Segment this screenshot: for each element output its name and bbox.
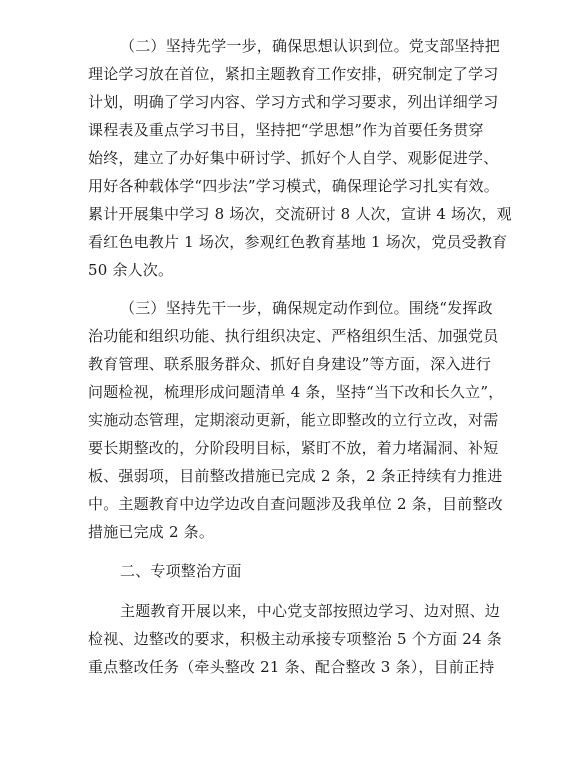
paragraph-1-line-8: 看红色电教片 1 场次，参观红色教育基地 1 场次，党员受教育 — [88, 233, 508, 251]
paragraph-1-line-9: 50 余人次。 — [88, 261, 174, 279]
paragraph-2-line-4: 问题检视，梳理形成问题清单 4 条，坚持“当下改和长久立”， — [88, 383, 504, 401]
paragraph-2-line-5: 实施动态管理，定期滚动更新，能立即整改的立行立改，对需 — [88, 411, 499, 429]
paragraph-3-line-3: 重点整改任务（牵头整改 21 条、配合整改 3 条），目前正持 — [88, 658, 495, 676]
paragraph-1-line-3: 计划，明确了学习内容、学习方式和学习要求，列出详细学习 — [88, 93, 499, 111]
paragraph-2-line-8: 中。主题教育中边学边改自查问题涉及我单位 2 条，目前整改 — [88, 495, 503, 513]
paragraph-1-line-1: （二）坚持先学一步，确保思想认识到位。党支部坚持把 — [120, 37, 501, 55]
paragraph-1-line-5: 始终，建立了办好集中研讨学、抓好个人自学、观影促进学、 — [88, 149, 499, 167]
paragraph-2-line-1: （三）坚持先干一步，确保规定动作到位。围绕“发挥政 — [120, 299, 493, 317]
paragraph-1-line-7: 累计开展集中学习 8 场次，交流研讨 8 人次，宣讲 4 场次，观 — [88, 205, 512, 223]
section-heading: 二、专项整治方面 — [120, 562, 242, 580]
paragraph-2-line-3: 教育管理、联系服务群众、抓好自身建设”等方面，深入进行 — [88, 355, 492, 373]
paragraph-3-line-1: 主题教育开展以来，中心党支部按照边学习、边对照、边 — [120, 602, 501, 620]
paragraph-3-line-2: 检视、边整改的要求，积极主动承接专项整治 5 个方面 24 条 — [88, 630, 502, 648]
paragraph-2-line-2: 治功能和组织功能、执行组织决定、严格组织生活、加强党员 — [88, 327, 499, 345]
paragraph-2-line-6: 要长期整改的，分阶段明目标，紧盯不放，着力堵漏洞、补短 — [88, 439, 499, 457]
paragraph-2-line-7: 板、强弱项，目前整改措施已完成 2 条，2 条正持续有力推进 — [88, 467, 503, 485]
paragraph-2-line-9: 措施已完成 2 条。 — [88, 523, 215, 541]
paragraph-1-line-6: 用好各种载体学“四步法”学习模式，确保理论学习扎实有效。 — [88, 177, 499, 195]
paragraph-1-line-2: 理论学习放在首位，紧扣主题教育工作安排，研究制定了学习 — [88, 65, 499, 83]
paragraph-1-line-4: 课程表及重点学习书目，坚持把“学思想”作为首要任务贯穿 — [88, 121, 484, 139]
